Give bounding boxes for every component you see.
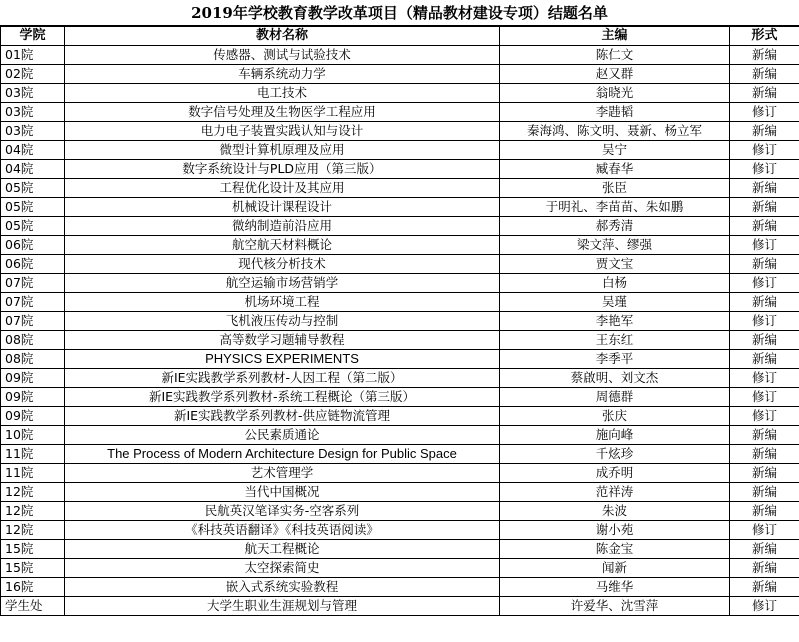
header-row — [1, 27, 799, 46]
cell-editor[interactable]: 秦海鸿、陈文明、聂新、杨立军 — [500, 122, 730, 141]
cell-form[interactable]: 新编 — [730, 217, 799, 236]
cell-editor[interactable]: 马维华 — [500, 578, 730, 597]
cell-dept[interactable]: 05院 — [1, 198, 65, 217]
cell-form[interactable]: 新编 — [730, 426, 799, 445]
cell-dept[interactable]: 11院 — [1, 445, 65, 464]
cell-dept[interactable]: 学生处 — [1, 597, 65, 616]
table-row — [1, 312, 799, 331]
cell-editor[interactable]: 吴瑾 — [500, 293, 730, 312]
table-row — [1, 464, 799, 483]
table-row — [1, 350, 799, 369]
table-body — [1, 46, 799, 616]
cell-textbook-name[interactable]: 微型计算机原理及应用 — [65, 141, 500, 160]
cell-textbook-name[interactable]: The Process of Modern Architecture Design for Public Space — [65, 445, 500, 464]
cell-dept[interactable]: 05院 — [1, 217, 65, 236]
cell-dept[interactable]: 06院 — [1, 255, 65, 274]
cell-textbook-name[interactable]: 机械设计课程设计 — [65, 198, 500, 217]
table-row — [1, 198, 799, 217]
cell-dept[interactable]: 04院 — [1, 141, 65, 160]
cell-dept[interactable]: 02院 — [1, 65, 65, 84]
cell-form[interactable]: 新编 — [730, 84, 799, 103]
cell-form[interactable]: 新编 — [730, 331, 799, 350]
cell-editor[interactable]: 施向峰 — [500, 426, 730, 445]
cell-textbook-name[interactable]: PHYSICS EXPERIMENTS — [65, 350, 500, 369]
cell-form[interactable]: 新编 — [730, 65, 799, 84]
table-row — [1, 65, 799, 84]
cell-dept[interactable]: 09院 — [1, 388, 65, 407]
cell-editor[interactable]: 陈金宝 — [500, 540, 730, 559]
cell-textbook-name[interactable]: 电力电子装置实践认知与设计 — [65, 122, 500, 141]
cell-dept[interactable]: 01院 — [1, 46, 65, 65]
header-name[interactable]: 教材名称 — [65, 27, 500, 46]
table-row — [1, 84, 799, 103]
table-row — [1, 236, 799, 255]
cell-textbook-name[interactable]: 传感器、测试与试验技术 — [65, 46, 500, 65]
cell-dept[interactable]: 12院 — [1, 502, 65, 521]
cell-dept[interactable]: 03院 — [1, 103, 65, 122]
table-row — [1, 407, 799, 426]
cell-textbook-name[interactable]: 公民素质通论 — [65, 426, 500, 445]
table-row — [1, 217, 799, 236]
cell-form[interactable]: 新编 — [730, 445, 799, 464]
cell-dept[interactable]: 03院 — [1, 84, 65, 103]
cell-textbook-name[interactable]: 民航英汉笔译实务-空客系列 — [65, 502, 500, 521]
cell-textbook-name[interactable]: 微纳制造前沿应用 — [65, 217, 500, 236]
table-row — [1, 46, 799, 65]
cell-form[interactable]: 修订 — [730, 597, 799, 616]
cell-form[interactable]: 新编 — [730, 559, 799, 578]
cell-textbook-name[interactable]: 太空探索简史 — [65, 559, 500, 578]
cell-form[interactable]: 新编 — [730, 255, 799, 274]
cell-textbook-name[interactable]: 数字信号处理及生物医学工程应用 — [65, 103, 500, 122]
cell-editor[interactable]: 翁晓光 — [500, 84, 730, 103]
cell-editor[interactable]: 李季平 — [500, 350, 730, 369]
table-row — [1, 293, 799, 312]
table-row — [1, 369, 799, 388]
cell-form[interactable]: 新编 — [730, 293, 799, 312]
cell-dept[interactable]: 07院 — [1, 312, 65, 331]
cell-form[interactable]: 新编 — [730, 122, 799, 141]
cell-editor[interactable]: 赵又群 — [500, 65, 730, 84]
cell-editor[interactable]: 陈仁文 — [500, 46, 730, 65]
header-dept[interactable]: 学院 — [1, 27, 65, 46]
table-row — [1, 540, 799, 559]
cell-editor[interactable]: 周德群 — [500, 388, 730, 407]
cell-form[interactable]: 新编 — [730, 540, 799, 559]
cell-form[interactable]: 修订 — [730, 521, 799, 540]
cell-editor[interactable]: 贾文宝 — [500, 255, 730, 274]
cell-editor[interactable]: 白杨 — [500, 274, 730, 293]
cell-editor[interactable]: 范祥涛 — [500, 483, 730, 502]
cell-editor[interactable]: 谢小苑 — [500, 521, 730, 540]
cell-dept[interactable]: 11院 — [1, 464, 65, 483]
cell-form[interactable]: 修订 — [730, 312, 799, 331]
cell-editor[interactable]: 蔡啟明、刘文杰 — [500, 369, 730, 388]
cell-textbook-name[interactable]: 电工技术 — [65, 84, 500, 103]
table-row — [1, 597, 799, 616]
table-row — [1, 103, 799, 122]
cell-dept[interactable]: 16院 — [1, 578, 65, 597]
cell-form[interactable]: 新编 — [730, 350, 799, 369]
cell-textbook-name[interactable]: 嵌入式系统实验教程 — [65, 578, 500, 597]
cell-textbook-name[interactable]: 航天工程概论 — [65, 540, 500, 559]
table-row — [1, 483, 799, 502]
cell-textbook-name[interactable]: 航空航天材料概论 — [65, 236, 500, 255]
cell-form[interactable]: 修订 — [730, 369, 799, 388]
header-editor[interactable]: 主编 — [500, 27, 730, 46]
cell-form[interactable]: 修订 — [730, 236, 799, 255]
cell-dept[interactable]: 03院 — [1, 122, 65, 141]
cell-form[interactable]: 新编 — [730, 464, 799, 483]
table-row — [1, 255, 799, 274]
table-row — [1, 426, 799, 445]
cell-dept[interactable]: 10院 — [1, 426, 65, 445]
cell-form[interactable]: 新编 — [730, 46, 799, 65]
cell-editor[interactable]: 李艳军 — [500, 312, 730, 331]
cell-editor[interactable]: 吴宁 — [500, 141, 730, 160]
cell-textbook-name[interactable]: 艺术管理学 — [65, 464, 500, 483]
table-row — [1, 141, 799, 160]
table-row — [1, 559, 799, 578]
cell-form[interactable]: 修订 — [730, 274, 799, 293]
cell-textbook-name[interactable]: 飞机液压传动与控制 — [65, 312, 500, 331]
table-row — [1, 578, 799, 597]
cell-textbook-name[interactable]: 数字系统设计与PLD应用（第三版） — [65, 160, 500, 179]
cell-form[interactable]: 新编 — [730, 502, 799, 521]
cell-form[interactable]: 修订 — [730, 388, 799, 407]
cell-dept[interactable]: 06院 — [1, 236, 65, 255]
table-row — [1, 521, 799, 540]
cell-dept[interactable]: 09院 — [1, 407, 65, 426]
cell-textbook-name[interactable]: 新IE实践教学系列教材-人因工程（第二版） — [65, 369, 500, 388]
sheet-title: 2019年学校教育教学改革项目（精品教材建设专项）结题名单 — [0, 0, 799, 26]
cell-form[interactable]: 修订 — [730, 103, 799, 122]
cell-dept[interactable]: 12院 — [1, 483, 65, 502]
cell-editor[interactable]: 梁文萍、缪强 — [500, 236, 730, 255]
table-row — [1, 274, 799, 293]
cell-editor[interactable]: 朱波 — [500, 502, 730, 521]
cell-form[interactable]: 新编 — [730, 179, 799, 198]
cell-editor[interactable]: 张臣 — [500, 179, 730, 198]
cell-editor[interactable]: 于明礼、李苗苗、朱如鹏 — [500, 198, 730, 217]
cell-editor[interactable]: 许爱华、沈雪萍 — [500, 597, 730, 616]
cell-editor[interactable]: 千炫珍 — [500, 445, 730, 464]
cell-textbook-name[interactable]: 当代中国概况 — [65, 483, 500, 502]
cell-textbook-name[interactable]: 《科技英语翻译》《科技英语阅读》 — [65, 521, 500, 540]
cell-textbook-name[interactable]: 大学生职业生涯规划与管理 — [65, 597, 500, 616]
table-row — [1, 388, 799, 407]
cell-dept[interactable]: 07院 — [1, 274, 65, 293]
cell-dept[interactable]: 04院 — [1, 160, 65, 179]
cell-textbook-name[interactable]: 新IE实践教学系列教材-系统工程概论（第三版） — [65, 388, 500, 407]
cell-dept[interactable]: 07院 — [1, 293, 65, 312]
cell-form[interactable]: 修订 — [730, 141, 799, 160]
table-row — [1, 445, 799, 464]
cell-textbook-name[interactable]: 现代核分析技术 — [65, 255, 500, 274]
table-row — [1, 122, 799, 141]
table-row — [1, 179, 799, 198]
cell-editor[interactable]: 王东红 — [500, 331, 730, 350]
cell-dept[interactable]: 08院 — [1, 350, 65, 369]
project-table — [0, 26, 799, 616]
cell-dept[interactable]: 12院 — [1, 521, 65, 540]
header-form[interactable]: 形式 — [730, 27, 799, 46]
cell-editor[interactable]: 郝秀清 — [500, 217, 730, 236]
cell-textbook-name[interactable]: 工程优化设计及其应用 — [65, 179, 500, 198]
cell-dept[interactable]: 15院 — [1, 559, 65, 578]
cell-dept[interactable]: 09院 — [1, 369, 65, 388]
cell-editor[interactable]: 闻新 — [500, 559, 730, 578]
cell-editor[interactable]: 臧春华 — [500, 160, 730, 179]
cell-dept[interactable]: 08院 — [1, 331, 65, 350]
cell-editor[interactable]: 张庆 — [500, 407, 730, 426]
table-row — [1, 502, 799, 521]
cell-dept[interactable]: 05院 — [1, 179, 65, 198]
cell-textbook-name[interactable]: 车辆系统动力学 — [65, 65, 500, 84]
cell-textbook-name[interactable]: 新IE实践教学系列教材-供应链物流管理 — [65, 407, 500, 426]
cell-dept[interactable]: 15院 — [1, 540, 65, 559]
cell-form[interactable]: 新编 — [730, 483, 799, 502]
cell-form[interactable]: 修订 — [730, 407, 799, 426]
table-row — [1, 331, 799, 350]
cell-textbook-name[interactable]: 航空运输市场营销学 — [65, 274, 500, 293]
cell-form[interactable]: 新编 — [730, 578, 799, 597]
cell-textbook-name[interactable]: 高等数学习题辅导教程 — [65, 331, 500, 350]
cell-editor[interactable]: 李韪韬 — [500, 103, 730, 122]
cell-form[interactable]: 新编 — [730, 198, 799, 217]
cell-form[interactable]: 修订 — [730, 160, 799, 179]
table-row — [1, 160, 799, 179]
cell-editor[interactable]: 成乔明 — [500, 464, 730, 483]
cell-textbook-name[interactable]: 机场环境工程 — [65, 293, 500, 312]
